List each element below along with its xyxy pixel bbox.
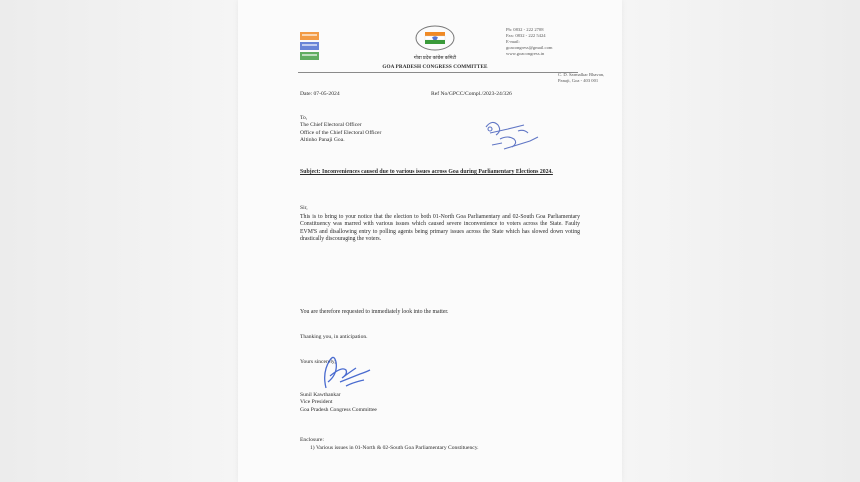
contact-block bbox=[506, 27, 566, 57]
org-name-hindi: गोवा प्रदेश कांग्रेस कमिटी bbox=[413, 56, 457, 61]
letter-reference: Ref No/GPCC/Compl./2023-24/326 bbox=[431, 91, 512, 97]
salutation: Sir, bbox=[300, 205, 308, 211]
contact-line: E-mail: goacongress@gmail.com bbox=[506, 39, 553, 50]
signer-org: Goa Pradesh Congress Committee bbox=[300, 406, 377, 413]
address-line: Panaji, Goa - 403 001 bbox=[558, 78, 599, 83]
signer-block bbox=[300, 392, 480, 414]
header-rule bbox=[298, 72, 578, 73]
contact-line: Fax: 0832 - 222 5424 bbox=[506, 33, 546, 38]
address-line: C. D. Sarmalkar Bhavan, bbox=[558, 72, 605, 77]
thanks-line: Thanking you, in anticipation. bbox=[300, 334, 368, 340]
letter-date: Date: 07-05-2024 bbox=[300, 91, 340, 97]
enclosures-label: Enclosure: bbox=[300, 437, 324, 443]
party-logo-icon bbox=[299, 30, 320, 64]
handwritten-signature bbox=[316, 352, 372, 394]
closing-line: Yours sincerely, bbox=[300, 359, 336, 365]
to-label: To, bbox=[300, 115, 308, 121]
received-stamp-icon bbox=[478, 117, 548, 159]
address-block bbox=[558, 72, 608, 84]
letter-page bbox=[238, 0, 622, 482]
body-paragraph: You are therefore requested to immediately look into the matter. bbox=[300, 309, 449, 315]
org-name: GOA PRADESH CONGRESS COMMITTEE bbox=[382, 64, 488, 70]
letter-subject: Subject: Inconveniences caused due to various issues across Goa during Parliamentary Elections 2024. bbox=[300, 169, 553, 175]
recipient-line: The Chief Electoral Officer bbox=[300, 122, 362, 129]
congress-emblem-icon bbox=[414, 24, 456, 52]
enclosure-item: 1) Various issues in 01-North & 02-South Goa Parliamentary Constituency. bbox=[310, 445, 479, 451]
signer-title: Vice President bbox=[300, 399, 333, 406]
body-paragraph: This is to bring to your notice that the election to both 01-North Goa Parliamentary and 02-South Goa Parliamentary Constituency was marred with various issues which caused severe inconvenience to voters across the State. Faulty EVM'S and disallowing entry to polling agents being primary issues across the State which has slowed down voting drastically discouraging the voters. bbox=[300, 214, 580, 243]
recipient-block bbox=[300, 115, 500, 145]
recipient-line: Altinho Panaji Goa. bbox=[300, 137, 345, 144]
signer-name: Sunil Kawthankar bbox=[300, 392, 341, 398]
contact-line: www.goacongress.in bbox=[506, 51, 545, 56]
contact-line: Ph: 0832 - 222 2708 bbox=[506, 27, 544, 32]
recipient-line: Office of the Chief Electoral Officer bbox=[300, 129, 382, 136]
